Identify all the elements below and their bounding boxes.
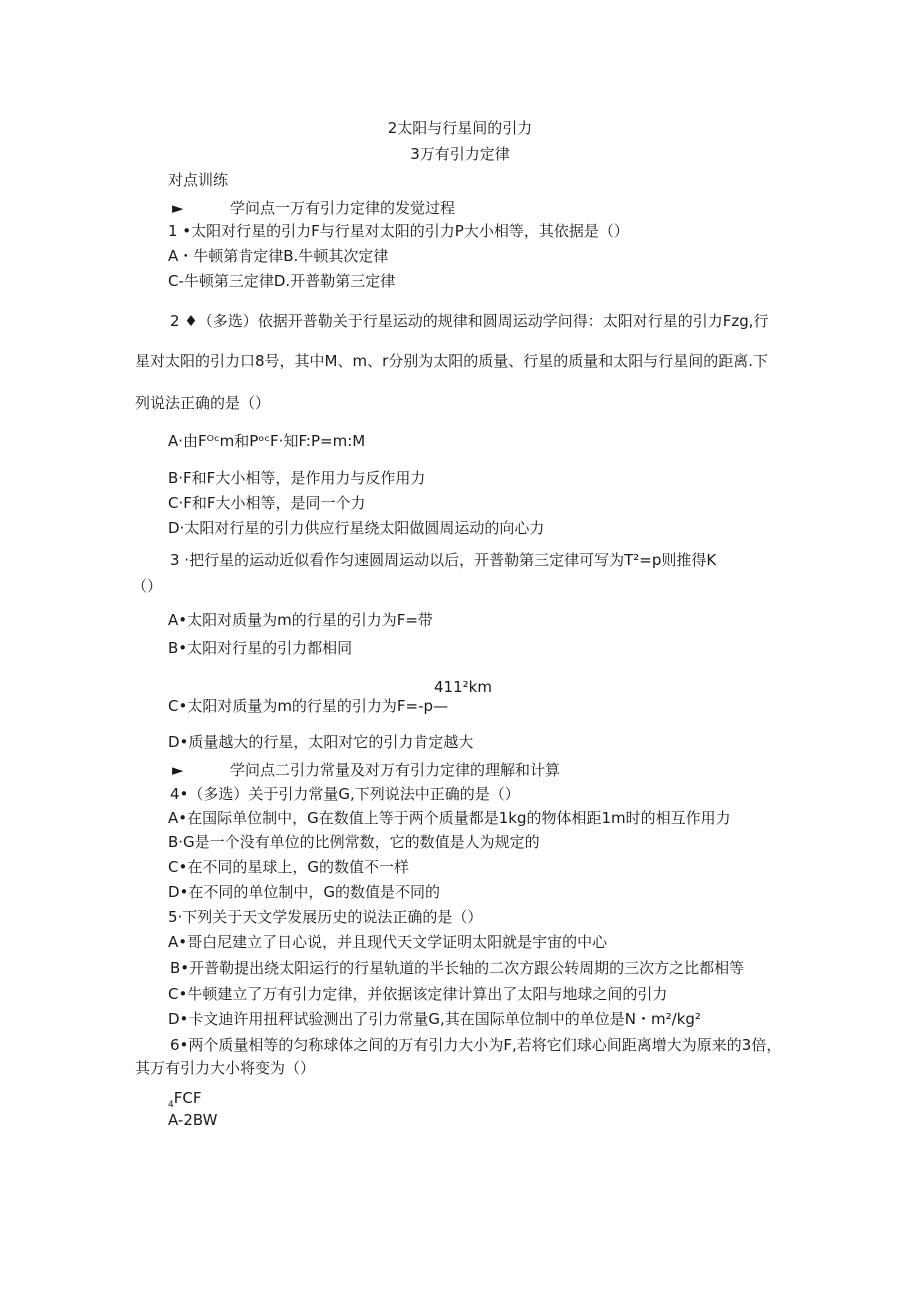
question-5-option-a: A•哥白尼建立了日心说，并且现代天文学证明太阳就是宇宙的中心	[168, 933, 608, 951]
question-3-line-2: （）	[132, 577, 163, 595]
title-line-1: 2太阳与行星间的引力	[387, 119, 533, 137]
question-6-subscript: 4	[168, 1100, 174, 1110]
question-3-option-b: B•太阳对行星的引力都相同	[168, 639, 353, 657]
question-5-option-c: C•牛顿建立了万有引力定律，并依据该定律计算出了太阳与地球之间的引力	[168, 985, 668, 1003]
question-1: 1 •太阳对行星的引力F与行星对太阳的引力P大小相等，其依据是（）	[168, 222, 629, 240]
question-2-line-2: 星对太阳的引力口8号，其中M、m、r分别为太阳的质量、行星的质量和太阳与行星间的距离.下	[135, 352, 769, 370]
question-1-options-ab: A・牛顿第肯定律B.牛顿其次定律	[168, 247, 389, 265]
knowledge-point-2-text: 学问点二引力常量及对万有引力定律的理解和计算	[230, 761, 561, 779]
question-4-option-c: C•在不同的星球上，G的数值不一样	[168, 858, 409, 876]
question-3-option-c: C•太阳对质量为m的行星的引力为F=-p—	[168, 697, 449, 715]
question-2-option-c: C·F和F大小相等，是同一个力	[168, 494, 366, 512]
question-4-option-b: B·G是一个没有单位的比例常数，它的数值是人为规定的	[168, 833, 540, 851]
question-1-options-cd: C-牛顿第三定律D.开普勒第三定律	[168, 272, 396, 290]
question-5-option-d: D•卡文迪许用扭秤试验测出了引力常量G,其在国际单位制中的单位是N・m²/kg²	[168, 1010, 701, 1028]
question-3-option-d: D•质量越大的行星，太阳对它的引力肯定越大	[168, 733, 474, 751]
knowledge-point-1-text: 学问点一万有引力定律的发觉过程	[230, 199, 456, 217]
question-4-option-a: A•在国际单位制中，G在数值上等于两个质量都是1kg的物体相距1m时的相互作用力	[168, 809, 731, 827]
question-4-option-d: D•在不同的单位制中，G的数值是不同的	[168, 883, 441, 901]
question-6-options-2: A-2BW	[168, 1111, 218, 1129]
question-6-line-1: 6•两个质量相等的匀称球体之间的万有引力大小为F,若将它们球心间距离增大为原来的3倍，	[170, 1036, 782, 1054]
arrow-marker-icon: ►	[172, 761, 184, 779]
section-heading: 对点训练	[168, 171, 229, 189]
question-2-line-1: 2 ♦（多选）依据开普勒关于行星运动的规律和圆周运动学问得：太阳对行星的引力Fzg,行	[170, 312, 769, 330]
question-2-option-b: B·F和F大小相等，是作用力与反作用力	[168, 469, 426, 487]
question-5-option-b: B•开普勒提出绕太阳运行的行星轨道的半长轴的二次方跟公转周期的三次方之比都相等	[170, 959, 745, 977]
arrow-marker-icon: ►	[172, 199, 184, 217]
question-2-option-d: D·太阳对行星的引力供应行星绕太阳做圆周运动的向心力	[168, 519, 545, 537]
knowledge-point-2	[172, 760, 560, 780]
title-line-2: 3万有引力定律	[410, 145, 510, 163]
question-2-line-3: 列说法正确的是（）	[135, 394, 271, 412]
question-3-line-1: 3 ·把行星的运动近似看作匀速圆周运动以后，开普勒第三定律可写为T²=p则推得K	[170, 551, 717, 569]
knowledge-point-1	[172, 198, 455, 218]
question-6-line-2: 其万有引力大小将变为（）	[135, 1059, 316, 1077]
question-6-options-1-text: FCF	[173, 1089, 202, 1107]
question-3-formula: 411²km	[434, 678, 492, 696]
question-3-option-a: A•太阳对质量为m的行星的引力为F=带	[168, 611, 433, 629]
question-2-option-a: A·由Fᴼᶜm和PᵒᶜF·知F:P=m:M	[168, 432, 366, 450]
question-4: 4•（多选）关于引力常量G,下列说法中正确的是（）	[170, 785, 520, 803]
question-5: 5·下列关于天文学发展历史的说法正确的是（）	[168, 908, 483, 926]
